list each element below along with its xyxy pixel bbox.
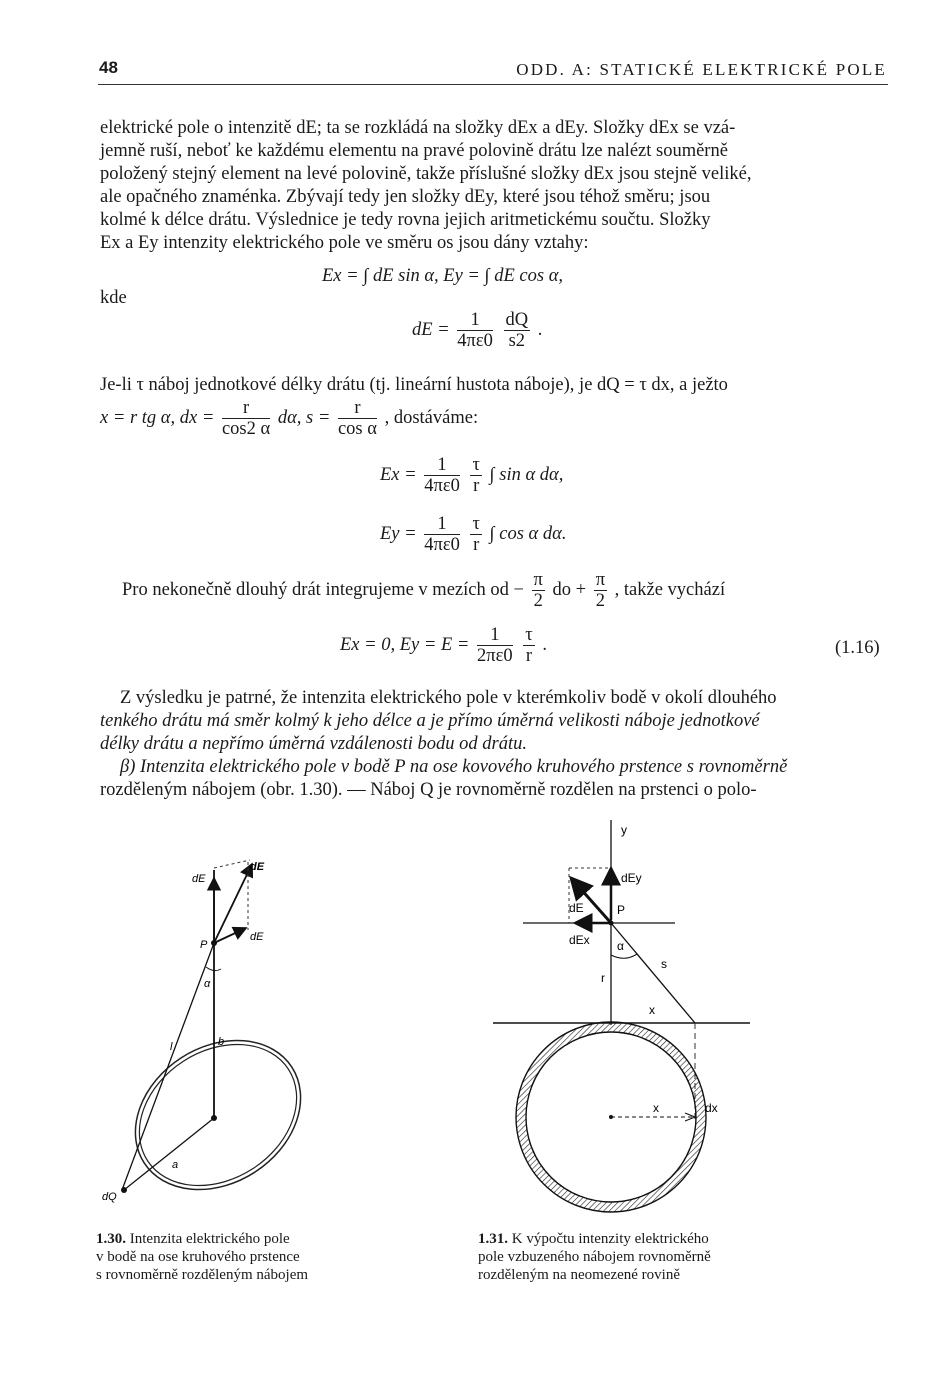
label: P — [200, 939, 208, 951]
equation-Ey: Ey = $\frac{1}{4\pi\varepsilon 0}$ $\frac{\tau}{r}$ ∫ cos α dα. — [380, 514, 567, 555]
page-number: 48 — [99, 58, 118, 77]
figure-caption: 1.30. Intenzita elektrického pole v bodě na ose kruhového prstence s rovnoměrně rozděleným nábojem — [96, 1231, 309, 1283]
text-line: elektrické pole o intenzitě dE; ta se rozkládá na složky dEx a dEy. Složky dEx se vzá- — [100, 118, 736, 138]
label: x — [649, 1003, 655, 1017]
label: P — [617, 903, 626, 917]
text-line: β) Intenzita elektrického pole v bodě P na ose kovového kruhového prstence s rovnoměrně — [120, 757, 788, 777]
label: α — [204, 978, 211, 990]
header-rule — [98, 84, 888, 85]
equation-components: Ex = ∫ dE sin α, Ey = ∫ dE cos α, — [322, 266, 564, 286]
label: dQ — [102, 1191, 117, 1203]
text-integration-limits: Pro nekonečně dlouhý drát integrujeme v mezích od − $\frac{\pi}{2}$ do + $\frac{\pi}{2}$ , takže vychází — [122, 570, 726, 611]
text-line: Je-li τ náboj jednotkové délky drátu (tj. lineární hustota náboje), je dQ = τ dx, a ježto — [100, 375, 728, 395]
label: y — [621, 823, 627, 837]
equation-Ex: Ex = $\frac{1}{4\pi\varepsilon 0}$ $\frac{\tau}{r}$ ∫ sin α dα, — [380, 455, 564, 496]
label: l — [170, 1041, 173, 1053]
text-line: položený stejný element na levé polovině, takže příslušné složky dEx jsou stejně veliké, — [100, 164, 752, 184]
text-line: kolmé k délce drátu. Výslednice je tedy rovna jejich aritmetickému součtu. Složky — [100, 210, 711, 230]
label: α — [617, 939, 624, 953]
point-P — [609, 921, 614, 926]
text-line: rozděleným nábojem (obr. 1.30). — Náboj Q je rovnoměrně rozdělen na prstenci o polo- — [100, 780, 757, 800]
label: dE — [250, 861, 265, 873]
text-line: jemně ruší, neboť ke každému elementu na pravé polovině drátu lze nalézt souměrně — [100, 141, 728, 161]
text-line: Z výsledku je patrné, že intenzita elektrického pole v kterémkoliv bodě v okolí dlouhého — [120, 688, 777, 708]
label: b — [218, 1036, 225, 1048]
figure-1-30 — [90, 840, 420, 1220]
figure-caption: 1.31. K výpočtu intenzity elektrického pole vzbuzeného nábojem rovnoměrně rozděleným na neomezené rovině — [478, 1231, 711, 1283]
label: r — [601, 971, 605, 985]
text-line: tenkého drátu má směr kolmý k jeho délce a je přímo úměrná velikosti náboje jednotkové — [100, 711, 760, 731]
equation-1-16: Ex = 0, Ey = E = $\frac{1}{2\pi\varepsilon 0}$ $\frac{\tau}{r}$ . — [340, 625, 547, 666]
equation-number: (1.16) — [835, 638, 880, 658]
text-kde: kde — [100, 288, 127, 308]
label: s — [661, 957, 667, 971]
center-point — [211, 1115, 217, 1121]
text-line: délky drátu a nepřímo úměrná vzdálenosti bodu od drátu. — [100, 734, 527, 754]
equation-dE: dE = $\frac{1}{4\pi\varepsilon 0}$ $\frac{dQ}{s2}$ . — [412, 310, 543, 351]
label: dE — [192, 873, 206, 885]
label: dE — [250, 931, 264, 943]
point-dQ — [121, 1187, 127, 1193]
running-head: ODD. A: STATICKÉ ELEKTRICKÉ POLE — [516, 60, 887, 79]
vector-dE-radial — [214, 928, 246, 943]
figure-1-31 — [485, 820, 765, 1220]
label: dEy — [621, 871, 642, 885]
label: dE — [569, 901, 584, 915]
text-line: Ex a Ey intenzity elektrického pole ve směru os jsou dány vztahy: — [100, 233, 589, 253]
point-P — [211, 940, 217, 946]
equation-substitution: x = r tg α, dx = $\frac{r}{\cos 2 \alpha}$ dα, s = $\frac{r}{\text{cos α}}$ , dostáváme: — [100, 398, 479, 439]
vector-dE — [214, 864, 252, 943]
text-line: ale opačného znaménka. Zbývají tedy jen složky dEy, které jsou téhož směru; jsou — [100, 187, 711, 207]
line-l — [122, 943, 214, 1190]
label: dx — [705, 1101, 718, 1115]
label: x — [653, 1101, 659, 1115]
label: dEx — [569, 933, 590, 947]
label: a — [172, 1159, 179, 1171]
